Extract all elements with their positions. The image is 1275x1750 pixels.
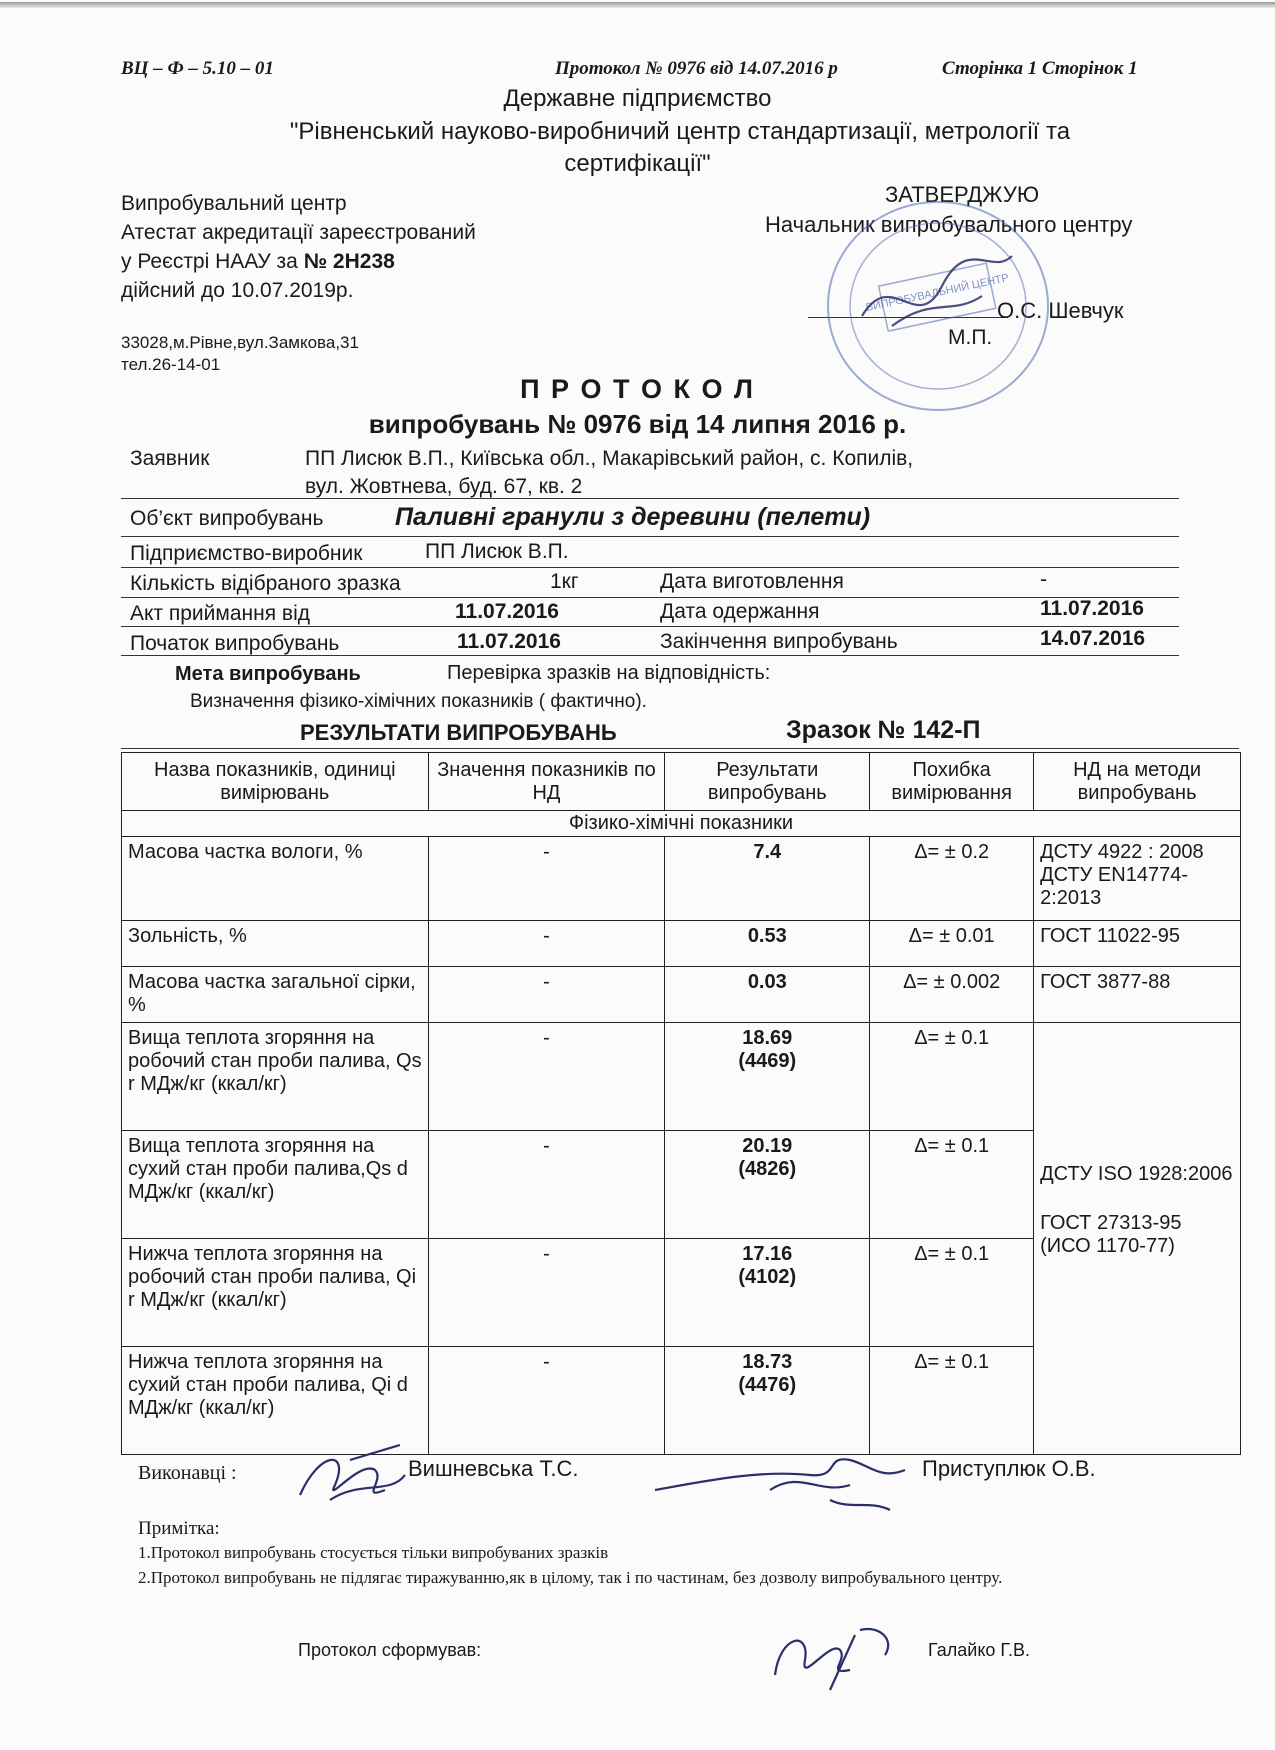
row-error: Δ= ± 0.01: [870, 921, 1034, 967]
row-result: 7.4: [665, 837, 870, 921]
row-name: Зольність, %: [122, 921, 429, 967]
maker-label: Підприємство-виробник: [130, 542, 363, 565]
rule: [121, 567, 1179, 568]
row-nd: -: [428, 837, 665, 921]
row-name: Масова частка вологи, %: [122, 837, 429, 921]
quantity-value: 1кг: [550, 570, 579, 593]
address: 33028,м.Рівне,вул.Замкова,31: [121, 333, 359, 352]
row-error: Δ= ± 0.1: [870, 1023, 1034, 1131]
note-1: 1.Протокол випробувань стосується тільки випробуваних зразків: [138, 1543, 609, 1562]
table-row: [122, 837, 1241, 921]
sample-number: Зразок № 142-П: [786, 716, 981, 744]
row-nd: -: [428, 1131, 665, 1239]
row-error: Δ= ± 0.1: [870, 1239, 1034, 1347]
receipt-date-label: Дата одержання: [660, 600, 820, 623]
row-result: 20.19 (4826): [665, 1131, 870, 1239]
note-title: Примітка:: [138, 1518, 220, 1539]
table-row: [122, 921, 1241, 967]
rule: [121, 626, 1179, 627]
form-code: ВЦ – Ф – 5.10 – 01: [121, 58, 274, 79]
center-line-2: Атестат акредитації зареєстрований: [121, 221, 476, 244]
method-gost: ГОСТ 27313-95 (ИСО 1170-77): [1040, 1212, 1182, 1257]
goal-value: Перевірка зразків на відповідність:: [447, 662, 771, 684]
row-name: Вища теплота згоряння на сухий стан проби палива,Qs d МДж/кг (ккал/кг): [122, 1131, 429, 1239]
rule: [121, 597, 1179, 598]
approval-position: Начальник випробувального центру: [765, 212, 1133, 237]
protocol-reference: Протокол № 0976 від 14.07.2016 р: [555, 58, 838, 79]
object-label: Об’єкт випробувань: [130, 507, 324, 530]
section-label: Фізико-хімічні показники: [122, 811, 1241, 837]
row-method: ГОСТ 11022-95: [1034, 921, 1241, 967]
row-result: 18.69 (4469): [665, 1023, 870, 1131]
start-label: Початок випробувань: [130, 632, 340, 655]
table-header-row: [122, 753, 1241, 811]
row-method-merged: [1034, 1023, 1241, 1455]
quantity-label: Кількість відібраного зразка: [130, 572, 401, 595]
row-result: 0.53: [665, 921, 870, 967]
applicant-line-2: вул. Жовтнева, буд. 67, кв. 2: [305, 475, 583, 498]
goal-detail: Визначення фізико-хімічних показників ( фактично).: [190, 691, 647, 712]
col-header-method: НД на методи випробувань: [1034, 753, 1241, 811]
applicant-label: Заявник: [130, 447, 210, 470]
protocol-title: П Р О Т О К О Л: [520, 374, 755, 404]
goal-label: Мета випробувань: [175, 663, 361, 685]
mfg-date-value: -: [1040, 568, 1047, 591]
table-row: [122, 1023, 1241, 1131]
accreditation-number: № 2Н238: [303, 250, 395, 273]
center-line-1: Випробувальний центр: [121, 192, 347, 215]
col-header-nd: Значення показників по НД: [428, 753, 665, 811]
row-nd: -: [428, 921, 665, 967]
rule: [121, 655, 1179, 656]
act-value: 11.07.2016: [455, 600, 559, 623]
row-nd: -: [428, 1023, 665, 1131]
center-line-4: дійсний до 10.07.2019р.: [121, 279, 354, 302]
executors-label: Виконавці :: [138, 1462, 237, 1484]
executor1-signature: [290, 1440, 410, 1510]
row-method: ДСТУ 4922 : 2008 ДСТУ EN14774-2:2013: [1034, 837, 1241, 921]
row-name: Нижча теплота згоряння на робочий стан проби палива, Qi r МДж/кг (ккал/кг): [122, 1239, 429, 1347]
row-error: Δ= ± 0.2: [870, 837, 1034, 921]
executor2-signature: [650, 1440, 910, 1520]
formed-by-signature: [760, 1615, 910, 1695]
seal-label: М.П.: [948, 326, 993, 349]
start-value: 11.07.2016: [457, 630, 561, 653]
end-label: Закінчення випробувань: [660, 630, 898, 653]
stamp-label: ВИПРОБУВАЛЬНИЙ ЦЕНТР: [864, 272, 1011, 315]
phone: тел.26-14-01: [121, 355, 221, 374]
org-line-1: Державне підприємство: [503, 85, 772, 112]
executor2-name: Приступлюк О.В.: [922, 1456, 1096, 1481]
row-error: Δ= ± 0.1: [870, 1131, 1034, 1239]
executor1-name: Вишневська Т.С.: [408, 1456, 579, 1481]
mfg-date-label: Дата виготовлення: [660, 570, 844, 593]
method-iso: ДСТУ ISO 1928:2006: [1040, 1163, 1233, 1185]
table-section-row: [122, 811, 1241, 837]
results-table: [121, 752, 1241, 1455]
applicant-line-1: ПП Лисюк В.П., Київська обл., Макарівський район, с. Копилів,: [305, 447, 914, 470]
page-info: Сторінка 1 Сторінок 1: [942, 58, 1138, 79]
center-line-3: у Реєстрі НААУ за № 2Н238: [121, 250, 395, 273]
formed-by-label: Протокол сформував:: [298, 1640, 482, 1660]
row-nd: -: [428, 1239, 665, 1347]
table-row: [122, 967, 1241, 1023]
scan-top-edge: [0, 2, 1275, 8]
row-error: Δ= ± 0.1: [870, 1347, 1034, 1455]
col-header-error: Похибка вимірювання: [870, 753, 1034, 811]
col-header-name: Назва показників, одиниці вимірювань: [122, 753, 429, 811]
maker-value: ПП Лисюк В.П.: [425, 540, 569, 563]
test-center-block: [121, 189, 476, 305]
approval-title: ЗАТВЕРДЖУЮ: [885, 182, 1040, 207]
row-result: 18.73 (4476): [665, 1347, 870, 1455]
row-method: ГОСТ 3877-88: [1034, 967, 1241, 1023]
rule: [121, 748, 1239, 749]
object-value: Паливні гранули з деревини (пелети): [395, 503, 871, 531]
row-name: Масова частка загальної сірки, %: [122, 967, 429, 1023]
rule: [121, 498, 1179, 499]
protocol-subtitle: випробувань № 0976 від 14 липня 2016 р.: [368, 409, 907, 439]
org-line-3: сертифікації": [564, 150, 711, 177]
results-heading: РЕЗУЛЬТАТИ ВИПРОБУВАНЬ: [300, 720, 617, 745]
address-block: [121, 332, 359, 376]
row-error: Δ= ± 0.002: [870, 967, 1034, 1023]
col-header-result: Результати випробувань: [665, 753, 870, 811]
row-nd: -: [428, 967, 665, 1023]
row-nd: -: [428, 1347, 665, 1455]
row-result: 0.03: [665, 967, 870, 1023]
row-name: Вища теплота згоряння на робочий стан проби палива, Qs r МДж/кг (ккал/кг): [122, 1023, 429, 1131]
end-value: 14.07.2016: [1040, 627, 1146, 650]
formed-by-name: Галайко Г.В.: [928, 1640, 1030, 1660]
rule: [121, 536, 1179, 537]
approval-name: О.С. Шевчук: [997, 298, 1124, 323]
note-2: 2.Протокол випробувань не підлягає тиражуванню,як в цілому, так і по частинам, без дозволу випробувального центру.: [138, 1568, 1003, 1587]
act-label: Акт приймання від: [130, 602, 310, 625]
row-result: 17.16 (4102): [665, 1239, 870, 1347]
receipt-date-value: 11.07.2016: [1040, 597, 1144, 620]
org-line-2: "Рівненський науково-виробничий центр стандартизації, метрології та: [289, 118, 1071, 145]
row-name: Нижча теплота згоряння на сухий стан проби палива, Qi d МДж/кг (ккал/кг): [122, 1347, 429, 1455]
